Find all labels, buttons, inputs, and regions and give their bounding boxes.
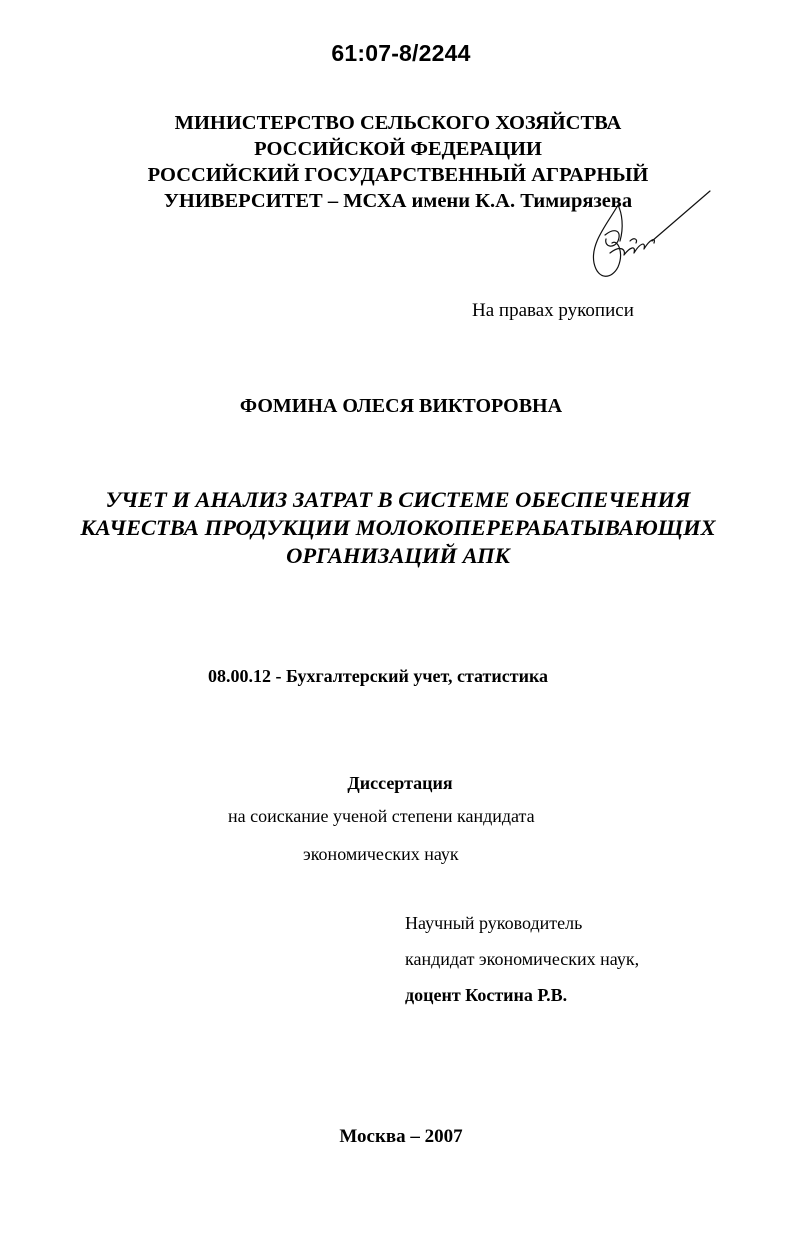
manuscript-note: На правах рукописи [472, 300, 634, 321]
title-line-1: УЧЕТ И АНАЛИЗ ЗАТРАТ В СИСТЕМЕ ОБЕСПЕЧЕНИЯ [105, 487, 691, 512]
specialty-code: 08.00.12 - Бухгалтерский учет, статистика [208, 666, 549, 686]
supervisor-role: Научный руководитель [405, 913, 583, 933]
supervisor-degree: кандидат экономических наук, [405, 949, 640, 969]
institution-line-4: УНИВЕРСИТЕТ – МСХА имени К.А. Тимирязева [163, 190, 633, 212]
supervisor-name: доцент Костина Р.В. [405, 985, 568, 1005]
work-genre: Диссертация [347, 773, 453, 793]
institution-line-1: МИНИСТЕРСТВО СЕЛЬСКОГО ХОЗЯЙСТВА [174, 112, 622, 134]
place-year: Москва – 2007 [339, 1126, 463, 1147]
author-name: ФОМИНА ОЛЕСЯ ВИКТОРОВНА [239, 395, 563, 417]
institution-line-2: РОССИЙСКОЙ ФЕДЕРАЦИИ [254, 138, 542, 160]
catalog-number: 61:07-8/2244 [331, 40, 471, 66]
title-line-2: КАЧЕСТВА ПРОДУКЦИИ МОЛОКОПЕРЕРАБАТЫВАЮЩИХ [80, 515, 716, 540]
dissertation-title [0, 486, 796, 570]
handwritten-signature [560, 183, 720, 293]
degree-line-2: экономических наук [303, 844, 459, 864]
degree-line-1: на соискание ученой степени кандидата [228, 806, 535, 826]
institution-line-3: РОССИЙСКИЙ ГОСУДАРСТВЕННЫЙ АГРАРНЫЙ [147, 164, 649, 186]
title-line-3: ОРГАНИЗАЦИЙ АПК [286, 543, 510, 568]
